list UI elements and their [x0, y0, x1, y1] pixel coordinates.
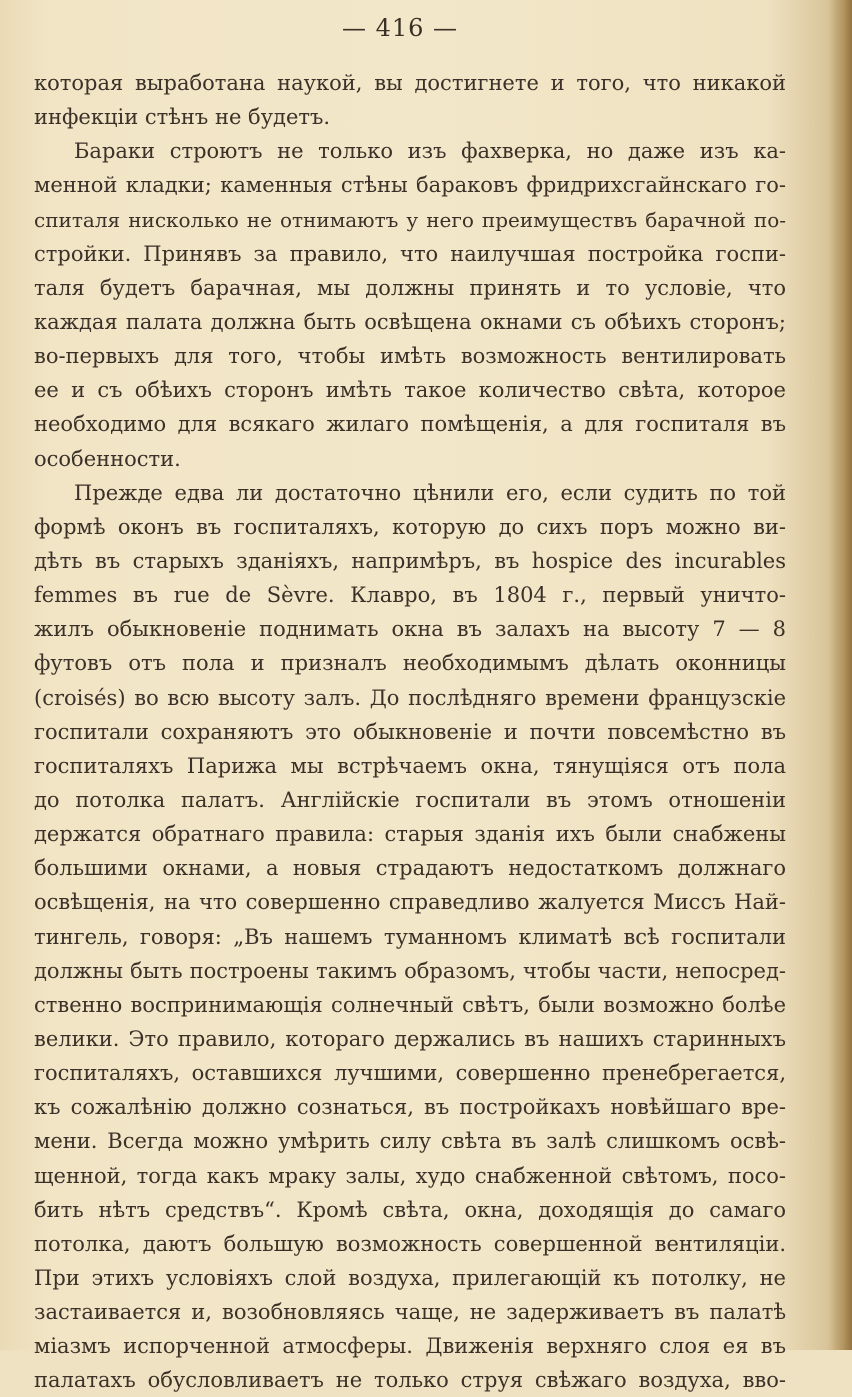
text-line: велики. Это правило, котораго держались въ нашихъ старинныхъ: [34, 1026, 786, 1051]
text-line: менной кладки; каменныя стѣны бараковъ фридрихсгайнскаго го-: [34, 173, 786, 198]
text-line: большими окнами, а новыя страдаютъ недостаткомъ должнаго: [34, 856, 786, 881]
text-line: жилъ обыкновеніе поднимать окна въ залахъ на высоту 7 — 8: [34, 617, 786, 642]
text-line: которая выработана наукой, вы достигнете и того, что никакой: [34, 71, 786, 95]
text-line: бить нѣтъ средствъ“. Кромѣ свѣта, окна, доходящія до самаго: [34, 1197, 786, 1222]
text-line: освѣщенія, на что совершенно справедливо жалуется Миссъ Най-: [34, 890, 786, 915]
text-line: къ сожалѣнію должно сознаться, въ постройкахъ новѣйшаго вре-: [34, 1095, 786, 1120]
text-line: (croisés) во всю высоту залъ. До послѣдняго времени французскіе: [34, 685, 786, 710]
text-line: femmes въ rue de Sèvre. Клавро, въ 1804 г., первый уничто-: [34, 583, 786, 608]
page-edge-shadow: [830, 0, 852, 1350]
text-line: При этихъ условіяхъ слой воздуха, прилегающій къ потолку, не: [34, 1265, 786, 1290]
text-line: застаивается и, возобновляясь чаще, не задерживаетъ въ палатѣ: [34, 1300, 786, 1325]
text-line: госпиталяхъ Парижа мы встрѣчаемъ окна, тянущіяся отъ пола: [34, 753, 786, 778]
text-body: [34, 66, 786, 1397]
text-line: ственно воспринимающія солнечный свѣтъ, были возможно болѣе: [34, 992, 786, 1017]
text-line: госпитали сохраняютъ это обыкновеніе и почти повсемѣстно въ: [34, 719, 786, 744]
text-line: ее и съ обѣихъ сторонъ имѣть такое количество свѣта, которое: [34, 378, 786, 403]
text-line: щенной, тогда какъ мраку залы, худо снабженной свѣтомъ, посо-: [34, 1163, 786, 1188]
text-line: инфекціи стѣнъ не будетъ.: [34, 105, 331, 130]
text-line: особенности.: [34, 446, 181, 471]
text-line: стройки. Принявъ за правило, что наилучшая постройка госпи-: [34, 241, 786, 266]
text-line: Прежде едва ли достаточно цѣнили его, если судить по той: [74, 480, 786, 505]
text-line: каждая палата должна быть освѣщена окнами съ обѣихъ сторонъ;: [34, 309, 786, 334]
page-number: — 416 —: [341, 14, 459, 42]
text-line: потолка, даютъ большую возможность совершенной вентиляціи.: [34, 1231, 786, 1256]
text-line: спиталя нисколько не отнимаютъ у него преимуществъ барачной по-: [34, 207, 786, 232]
text-line: формѣ оконъ въ госпиталяхъ, которую до сихъ поръ можно ви-: [34, 514, 786, 539]
text-line: Бараки строютъ не только изъ фахверка, но даже изъ ка-: [74, 139, 786, 164]
text-line: дѣть въ старыхъ зданіяхъ, напримѣръ, въ hospice des incurables: [34, 548, 786, 573]
text-line: футовъ отъ пола и призналъ необходимымъ дѣлать оконницы: [34, 651, 786, 676]
text-line: міазмъ испорченной атмосферы. Движенія верхняго слоя ея въ: [34, 1334, 786, 1359]
text-line: таля будетъ барачная, мы должны принять и то условіе, что: [34, 275, 786, 300]
text-line: мени. Всегда можно умѣрить силу свѣта въ залѣ слишкомъ освѣ-: [34, 1129, 786, 1154]
text-line: тингель, говоря: „Въ нашемъ туманномъ климатѣ всѣ госпитали: [34, 924, 786, 949]
text-line: держатся обратнаго правила: старыя зданія ихъ были снабжены: [34, 822, 786, 847]
text-line: во-первыхъ для того, чтобы имѣть возможность вентилировать: [34, 344, 786, 369]
text-line: госпиталяхъ, оставшихся лучшими, совершенно пренебрегается,: [34, 1061, 786, 1086]
text-line: должны быть построены такимъ образомъ, чтобы части, непосред-: [34, 958, 786, 983]
text-line: палатахъ обусловливаетъ не только струя свѣжаго воздуха, вво-: [34, 1368, 786, 1393]
text-line: до потолка палатъ. Англійскіе госпитали въ этомъ отношеніи: [34, 787, 786, 812]
text-line: необходимо для всякаго жилаго помѣщенія, а для госпиталя въ: [34, 412, 786, 437]
